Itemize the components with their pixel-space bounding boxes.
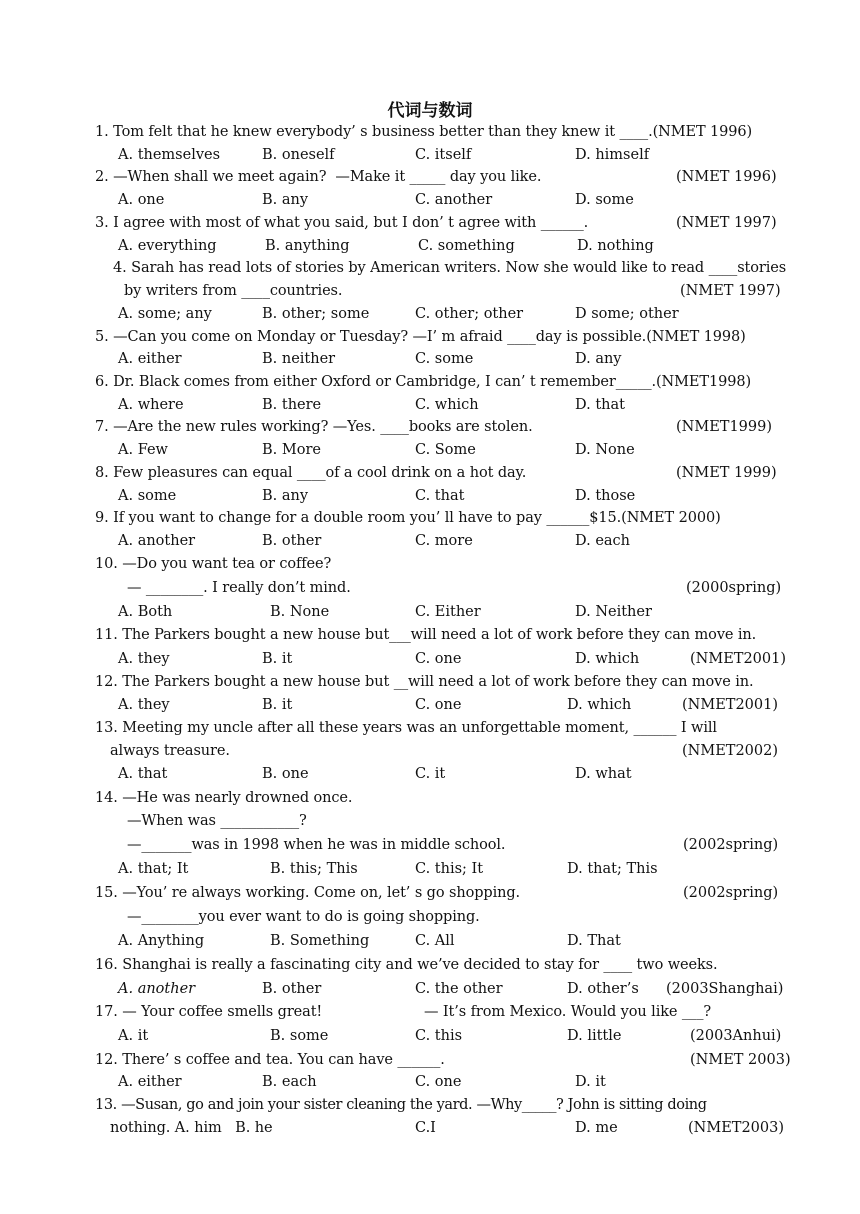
question-17-reply: — It’s from Mexico. Would you like ___? bbox=[424, 1004, 712, 1020]
option-4d: D some; other bbox=[575, 306, 679, 322]
question-13-cont: always treasure. bbox=[110, 743, 230, 759]
question-7: 7. —Are the new rules working? —Yes. ____books are stolen. bbox=[95, 419, 533, 435]
option-12b-b: B. each bbox=[262, 1074, 317, 1090]
option-14d: D. that; This bbox=[567, 861, 658, 877]
option-17a: A. it bbox=[118, 1028, 149, 1044]
question-4: 4. Sarah has read lots of stories by American writers. Now she would like to read ____stories bbox=[113, 260, 787, 276]
source-7: (NMET1999) bbox=[676, 419, 773, 435]
question-4-cont: by writers from ____countries. bbox=[124, 283, 343, 299]
option-12c: C. one bbox=[415, 697, 462, 713]
option-2d: D. some bbox=[575, 192, 634, 208]
source-13b: (NMET2003) bbox=[688, 1120, 785, 1136]
option-8b: B. any bbox=[262, 488, 309, 504]
option-3a: A. everything bbox=[118, 238, 217, 254]
option-14b: B. this; This bbox=[270, 861, 358, 877]
option-12b-d: D. it bbox=[575, 1074, 606, 1090]
question-14: 14. —He was nearly drowned once. bbox=[95, 790, 353, 806]
option-10a: A. Both bbox=[118, 604, 173, 620]
option-17c: C. this bbox=[415, 1028, 463, 1044]
option-2c: C. another bbox=[415, 192, 493, 208]
option-9d: D. each bbox=[575, 533, 631, 549]
option-13b-d: D. me bbox=[575, 1120, 618, 1136]
option-5d: D. any bbox=[575, 351, 622, 367]
option-15a: A. Anything bbox=[118, 933, 205, 949]
question-16: 16. Shanghai is really a fascinating city and we’ve decided to stay for ____ two weeks. bbox=[95, 957, 718, 973]
option-15d: D. That bbox=[567, 933, 621, 949]
option-6c: C. which bbox=[415, 397, 479, 413]
option-1c: C. itself bbox=[415, 147, 472, 163]
option-10c: C. Either bbox=[415, 604, 481, 620]
option-13b-c: C.I bbox=[415, 1120, 436, 1136]
option-3c: C. something bbox=[418, 238, 515, 254]
source-11: (NMET2001) bbox=[690, 651, 787, 667]
question-13b: 13. —Susan, go and join your sister cleaning the yard. —Why_____? John is sitting doing bbox=[95, 1097, 707, 1113]
option-6d: D. that bbox=[575, 397, 625, 413]
option-5a: A. either bbox=[118, 351, 182, 367]
source-10: (2000spring) bbox=[686, 580, 782, 596]
question-10: 10. —Do you want tea or coffee? bbox=[95, 556, 332, 572]
question-8: 8. Few pleasures can equal ____of a cool drink on a hot day. bbox=[95, 465, 527, 481]
question-9: 9. If you want to change for a double room you’ ll have to pay ______$15.(NMET 2000) bbox=[95, 510, 721, 526]
option-15c: C. All bbox=[415, 933, 455, 949]
source-4: (NMET 1997) bbox=[680, 283, 781, 299]
option-16d: D. other’s bbox=[567, 981, 639, 997]
option-2a: A. one bbox=[118, 192, 165, 208]
source-16: (2003Shanghai) bbox=[666, 981, 784, 997]
source-8: (NMET 1999) bbox=[676, 465, 777, 481]
option-7a: A. Few bbox=[118, 442, 168, 458]
question-14-line3: —_______was in 1998 when he was in middle school. bbox=[127, 837, 506, 853]
question-12: 12. The Parkers bought a new house but __will need a lot of work before they can move in. bbox=[95, 674, 754, 690]
option-7c: C. Some bbox=[415, 442, 476, 458]
option-10b: B. None bbox=[270, 604, 330, 620]
option-3d: D. nothing bbox=[577, 238, 654, 254]
page-title: 代词与数词 bbox=[387, 101, 473, 121]
question-17: 17. — Your coffee smells great! bbox=[95, 1004, 323, 1020]
option-10d: D. Neither bbox=[575, 604, 652, 620]
option-17d: D. little bbox=[567, 1028, 622, 1044]
question-13: 13. Meeting my uncle after all these years was an unforgettable moment, ______ I will bbox=[95, 720, 717, 736]
question-11: 11. The Parkers bought a new house but___will need a lot of work before they can move in. bbox=[95, 627, 757, 643]
option-13b: B. one bbox=[262, 766, 309, 782]
option-11a: A. they bbox=[118, 651, 170, 667]
option-4b: B. other; some bbox=[262, 306, 370, 322]
option-17b: B. some bbox=[270, 1028, 329, 1044]
option-12b-a: A. either bbox=[118, 1074, 182, 1090]
option-15b: B. Something bbox=[270, 933, 370, 949]
source-3: (NMET 1997) bbox=[676, 215, 777, 231]
option-11d: D. which bbox=[575, 651, 640, 667]
source-2: (NMET 1996) bbox=[676, 169, 777, 185]
question-5: 5. —Can you come on Monday or Tuesday? —I’ m afraid ____day is possible.(NMET 1998) bbox=[95, 329, 746, 345]
option-9a: A. another bbox=[118, 533, 196, 549]
option-1a: A. themselves bbox=[118, 147, 221, 163]
question-15-reply: —________you ever want to do is going shopping. bbox=[127, 909, 480, 925]
option-12a: A. they bbox=[118, 697, 170, 713]
question-6: 6. Dr. Black comes from either Oxford or Cambridge, I can’ t remember_____.(NMET1998) bbox=[95, 374, 752, 390]
source-12: (NMET2001) bbox=[682, 697, 779, 713]
question-13b-cont: nothing. A. him B. he bbox=[110, 1120, 273, 1136]
source-12b: (NMET 2003) bbox=[690, 1052, 791, 1068]
option-8d: D. those bbox=[575, 488, 636, 504]
option-12b-c: C. one bbox=[415, 1074, 462, 1090]
source-15: (2002spring) bbox=[683, 885, 779, 901]
option-1d: D. himself bbox=[575, 147, 650, 163]
option-1b: B. oneself bbox=[262, 147, 335, 163]
option-13a: A. that bbox=[118, 766, 168, 782]
question-15: 15. —You’ re always working. Come on, let’ s go shopping. bbox=[95, 885, 521, 901]
option-4a: A. some; any bbox=[118, 306, 212, 322]
source-14: (2002spring) bbox=[683, 837, 779, 853]
option-7d: D. None bbox=[575, 442, 635, 458]
option-7b: B. More bbox=[262, 442, 321, 458]
option-11b: B. it bbox=[262, 651, 293, 667]
option-12d: D. which bbox=[567, 697, 632, 713]
option-13c: C. it bbox=[415, 766, 446, 782]
source-13: (NMET2002) bbox=[682, 743, 779, 759]
option-8c: C. that bbox=[415, 488, 465, 504]
option-4c: C. other; other bbox=[415, 306, 524, 322]
option-16c: C. the other bbox=[415, 981, 503, 997]
option-14a: A. that; It bbox=[118, 861, 189, 877]
option-8a: A. some bbox=[118, 488, 177, 504]
option-5c: C. some bbox=[415, 351, 474, 367]
option-3b: B. anything bbox=[265, 238, 350, 254]
option-5b: B. neither bbox=[262, 351, 336, 367]
option-16a: A. another bbox=[118, 981, 196, 997]
question-12b: 12. There’ s coffee and tea. You can have ______. bbox=[95, 1052, 445, 1068]
option-6b: B. there bbox=[262, 397, 322, 413]
question-1: 1. Tom felt that he knew everybody’ s business better than they knew it ____.(NMET 1996) bbox=[95, 124, 753, 140]
question-14-line2: —When was ___________? bbox=[127, 813, 307, 829]
option-9b: B. other bbox=[262, 533, 322, 549]
option-9c: C. more bbox=[415, 533, 473, 549]
option-13d: D. what bbox=[575, 766, 632, 782]
question-10-reply: — ________. I really don’t mind. bbox=[127, 580, 351, 596]
option-12b: B. it bbox=[262, 697, 293, 713]
option-16b: B. other bbox=[262, 981, 322, 997]
question-2: 2. —When shall we meet again? —Make it _____ day you like. bbox=[95, 169, 542, 185]
source-17: (2003Anhui) bbox=[690, 1028, 782, 1044]
option-2b: B. any bbox=[262, 192, 309, 208]
option-11c: C. one bbox=[415, 651, 462, 667]
option-6a: A. where bbox=[118, 397, 184, 413]
option-14c: C. this; It bbox=[415, 861, 484, 877]
question-3: 3. I agree with most of what you said, but I don’ t agree with ______. bbox=[95, 215, 589, 231]
